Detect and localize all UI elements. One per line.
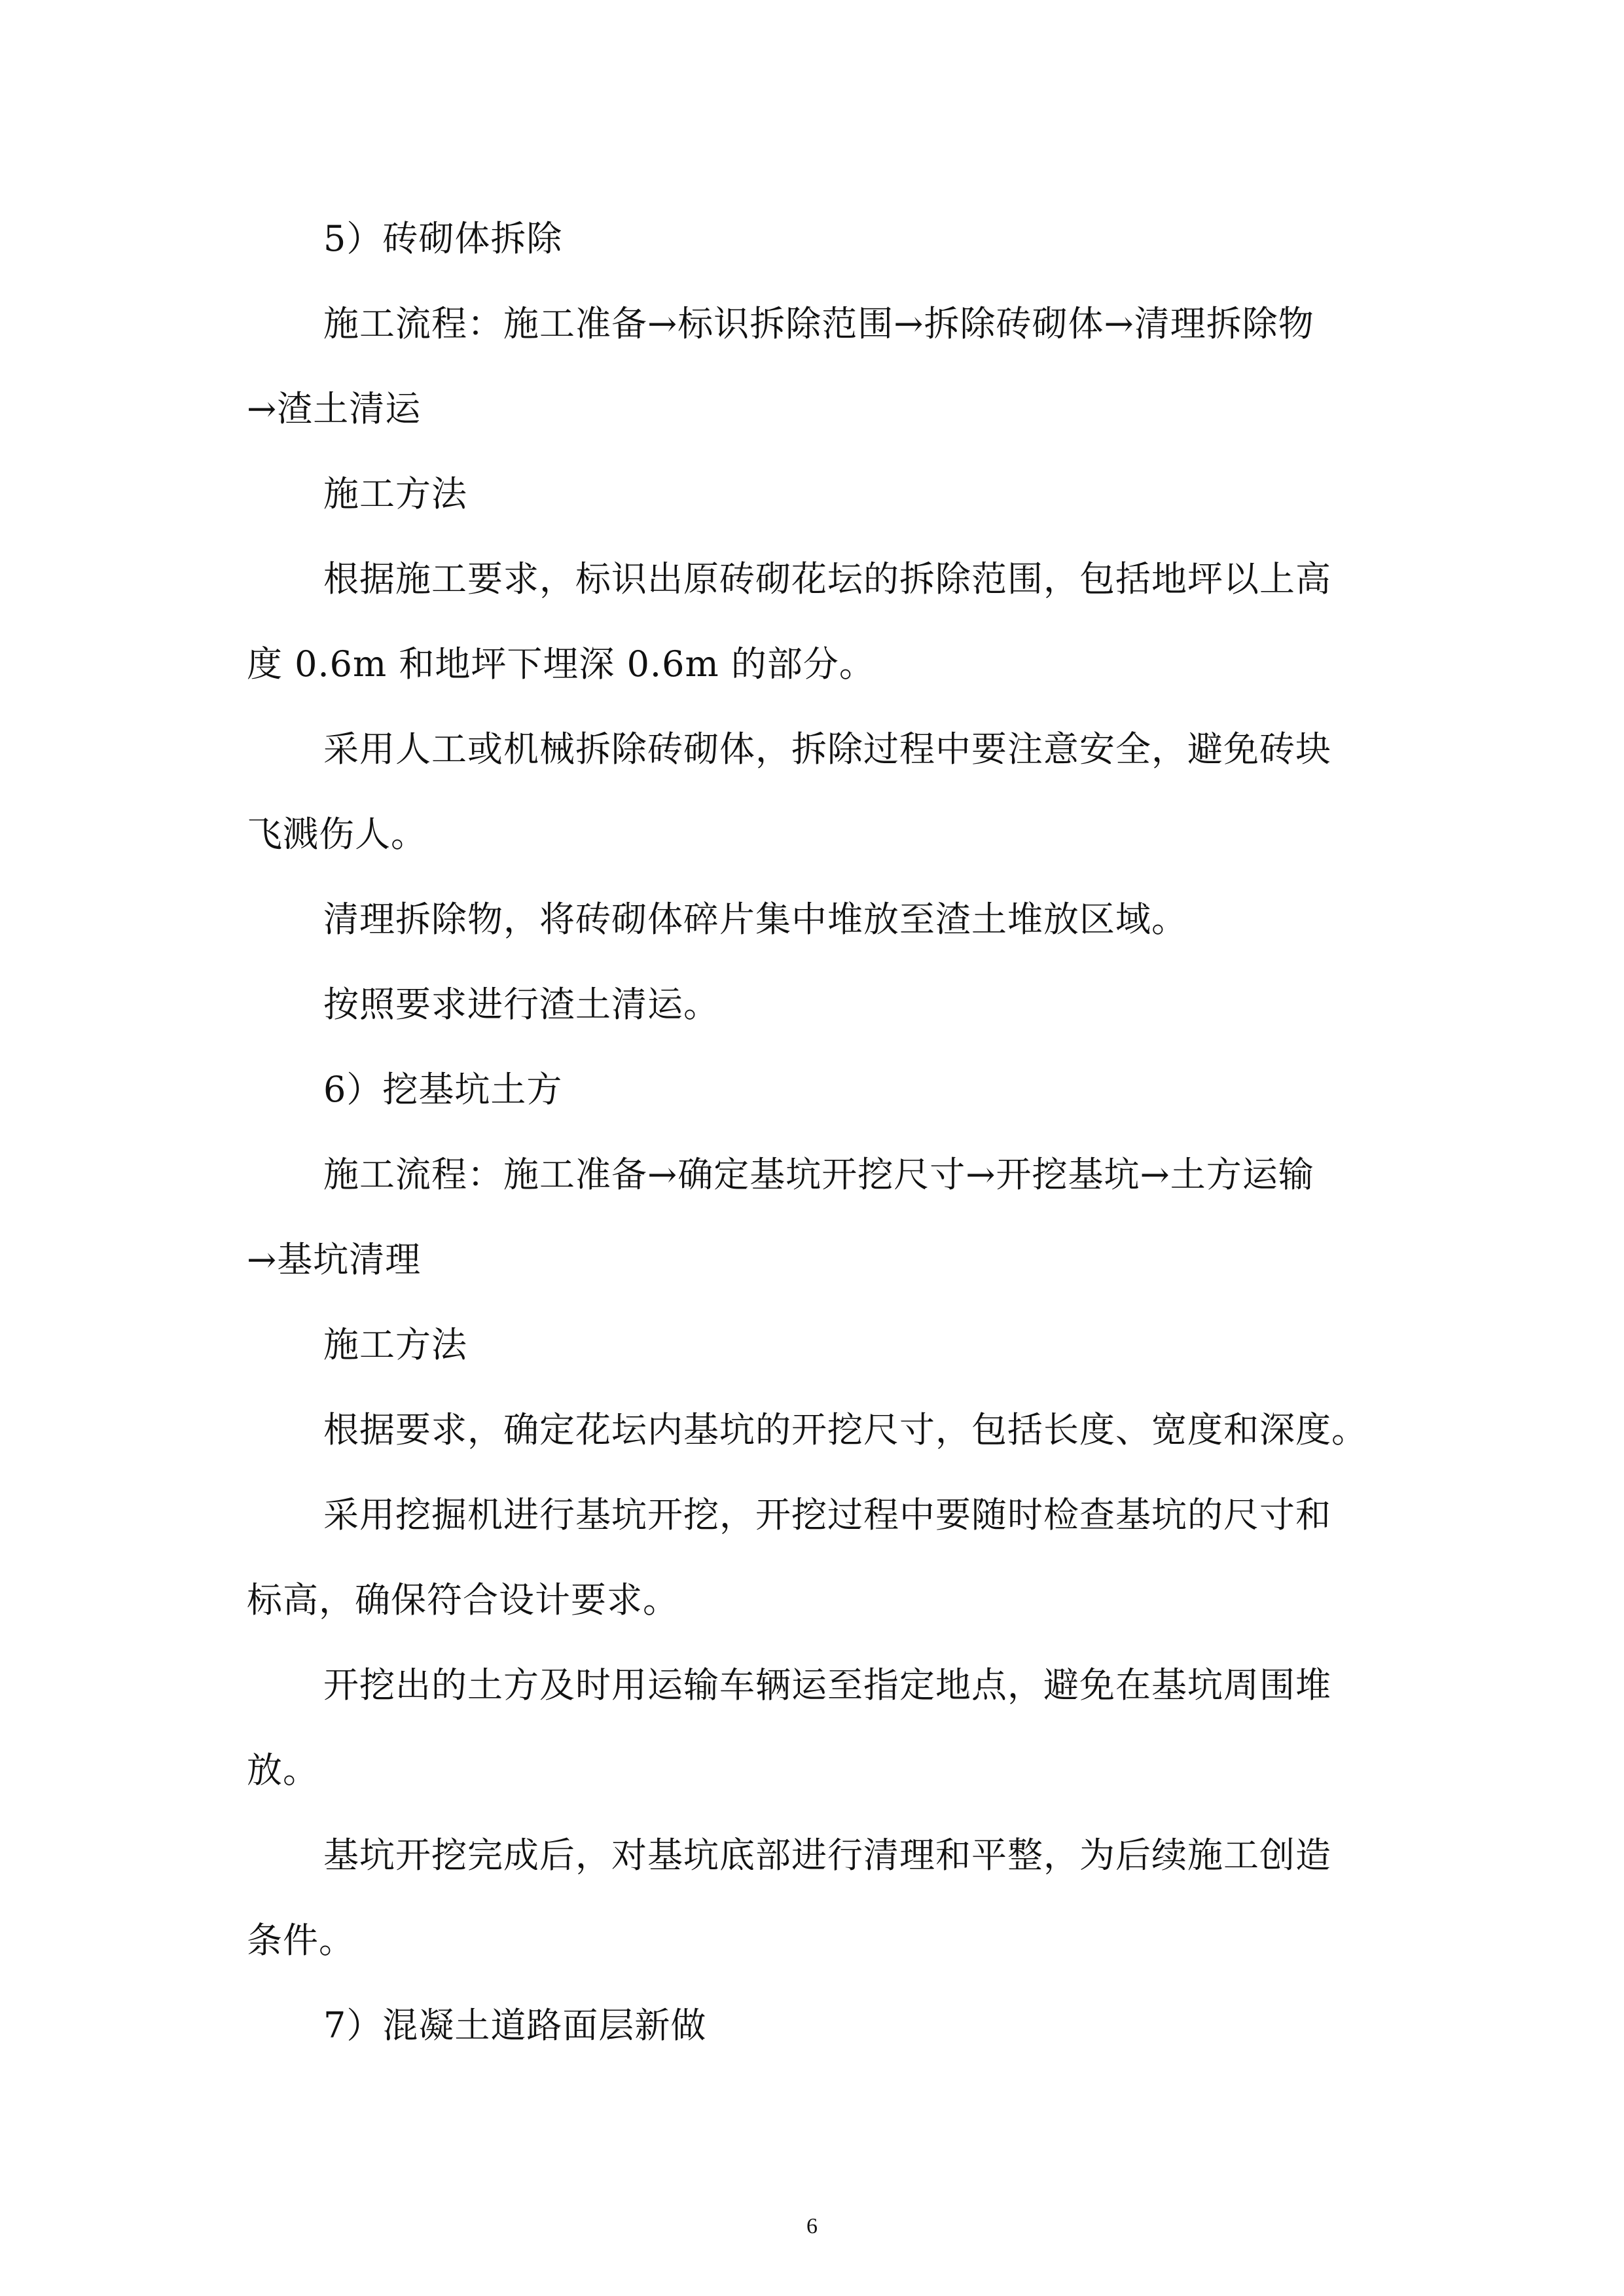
section-heading-7: 7）混凝土道路面层新做 [323, 2005, 707, 2046]
paragraph-line: 清理拆除物，将砖砌体碎片集中堆放至渣土堆放区域。 [323, 899, 1187, 940]
paragraph-line: 开挖出的土方及时用运输车辆运至指定地点，避免在基坑周围堆 [323, 1664, 1331, 1706]
paragraph-line: 度 0.6m 和地坪下埋深 0.6m 的部分。 [247, 643, 875, 685]
paragraph-line: 按照要求进行渣土清运。 [323, 984, 719, 1025]
paragraph-line: 条件。 [247, 1920, 355, 1961]
paragraph-line: 采用挖掘机进行基坑开挖，开挖过程中要随时检查基坑的尺寸和 [323, 1494, 1331, 1535]
paragraph-line: →基坑清理 [247, 1239, 422, 1280]
paragraph-line: 标高，确保符合设计要求。 [247, 1579, 679, 1621]
paragraph-line: 施工流程：施工准备→确定基坑开挖尺寸→开挖基坑→土方运输 [323, 1154, 1314, 1195]
paragraph-line: →渣土清运 [247, 388, 422, 429]
section-heading-6: 6）挖基坑土方 [323, 1069, 563, 1110]
subheading: 施工方法 [323, 473, 467, 514]
subheading: 施工方法 [323, 1324, 467, 1365]
paragraph-line: 根据要求，确定花坛内基坑的开挖尺寸，包括长度、宽度和深度。 [323, 1409, 1367, 1450]
page-number: 6 [806, 2214, 818, 2238]
paragraph-line: 采用人工或机械拆除砖砌体，拆除过程中要注意安全，避免砖块 [323, 728, 1331, 770]
paragraph-line: 施工流程：施工准备→标识拆除范围→拆除砖砌体→清理拆除物 [323, 303, 1314, 344]
section-heading-5: 5）砖砌体拆除 [323, 218, 563, 259]
paragraph-line: 基坑开挖完成后，对基坑底部进行清理和平整，为后续施工创造 [323, 1835, 1331, 1876]
paragraph-line: 根据施工要求，标识出原砖砌花坛的拆除范围，包括地坪以上高 [323, 558, 1331, 600]
paragraph-line: 放。 [247, 1749, 319, 1791]
paragraph-line: 飞溅伤人。 [247, 814, 427, 855]
